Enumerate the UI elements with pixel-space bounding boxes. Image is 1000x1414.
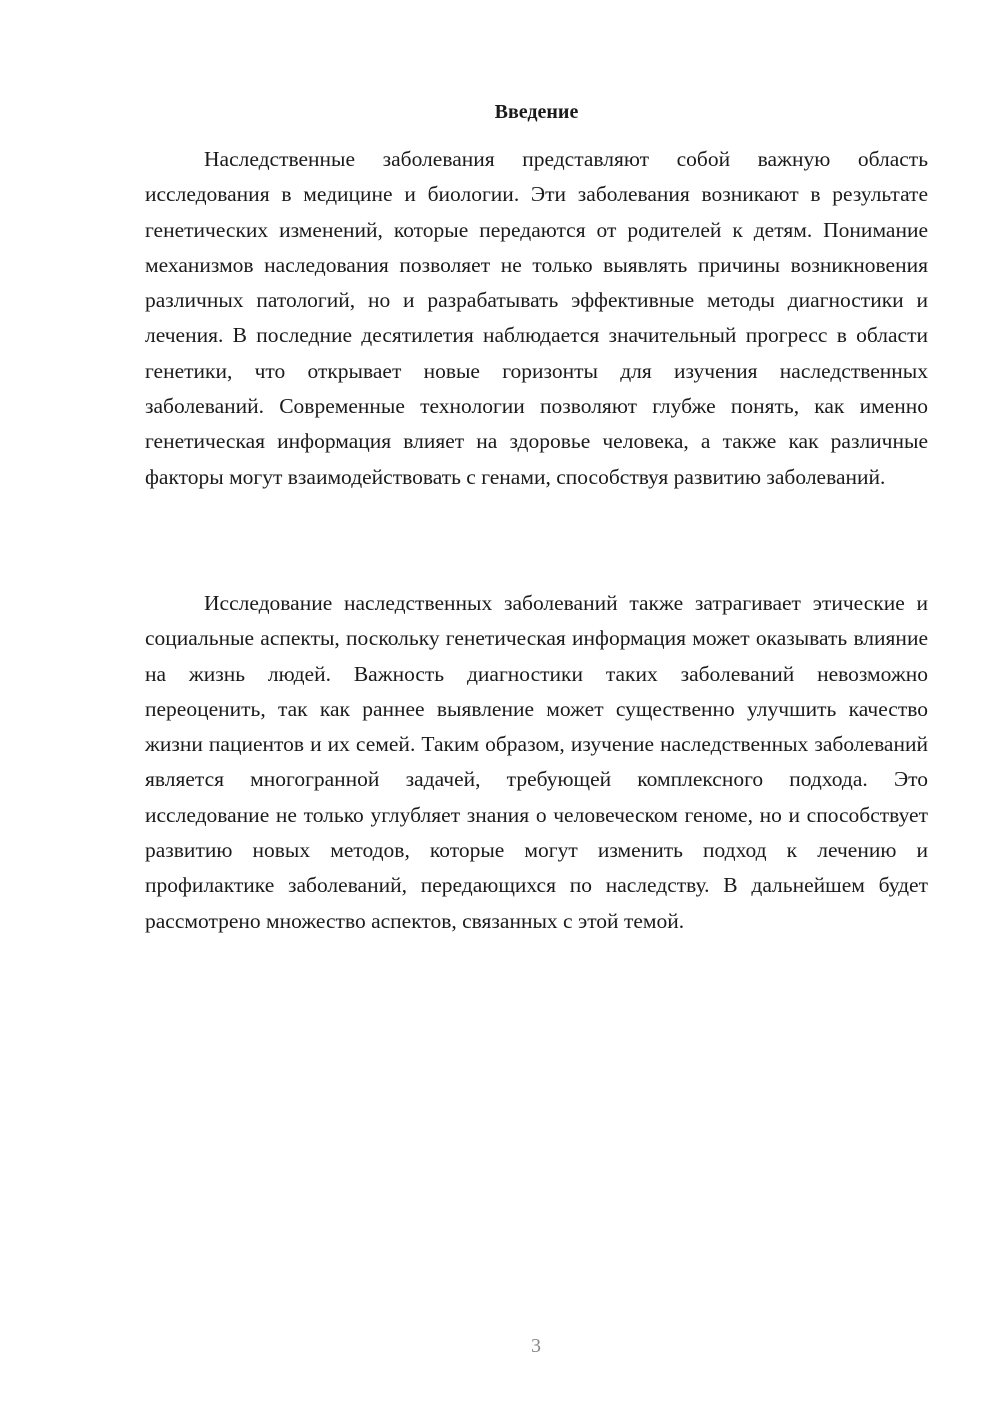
section-heading: Введение <box>494 101 579 123</box>
paragraph-1: Наследственные заболевания представляют собой важную область исследования в медицине и биологии. Эти заболевания возникают в результате генетических изменений, которые передаются от родителей к детям. Понимание механизмов наследования позволяет не только выявлять причины возникновения различных патологий, но и разрабатывать эффективные методы диагностики и лечения. В последние десятилетия наблюдается значительный прогресс в области генетики, что открывает новые горизонты для изучения наследственных заболеваний. Современные технологии позволяют глубже понять, как именно генетическая информация влияет на здоровье человека, а также как различные факторы могут взаимодействовать с генами, способствуя развитию заболеваний. <box>145 147 928 489</box>
paragraph-2: Исследование наследственных заболеваний также затрагивает этические и социальные аспекты, поскольку генетическая информация может оказывать влияние на жизнь людей. Важность диагностики таких заболеваний невозможно переоценить, так как раннее выявление может существенно улучшить качество жизни пациентов и их семей. Таким образом, изучение наследственных заболеваний является многогранной задачей, требующей комплексного подхода. Это исследование не только углубляет знания о человеческом геноме, но и способствует развитию новых методов, которые могут изменить подход к лечению и профилактике заболеваний, передающихся по наследству. В дальнейшем будет рассмотрено множество аспектов, связанных с этой темой. <box>145 591 928 933</box>
page-number: 3 <box>531 1335 541 1357</box>
